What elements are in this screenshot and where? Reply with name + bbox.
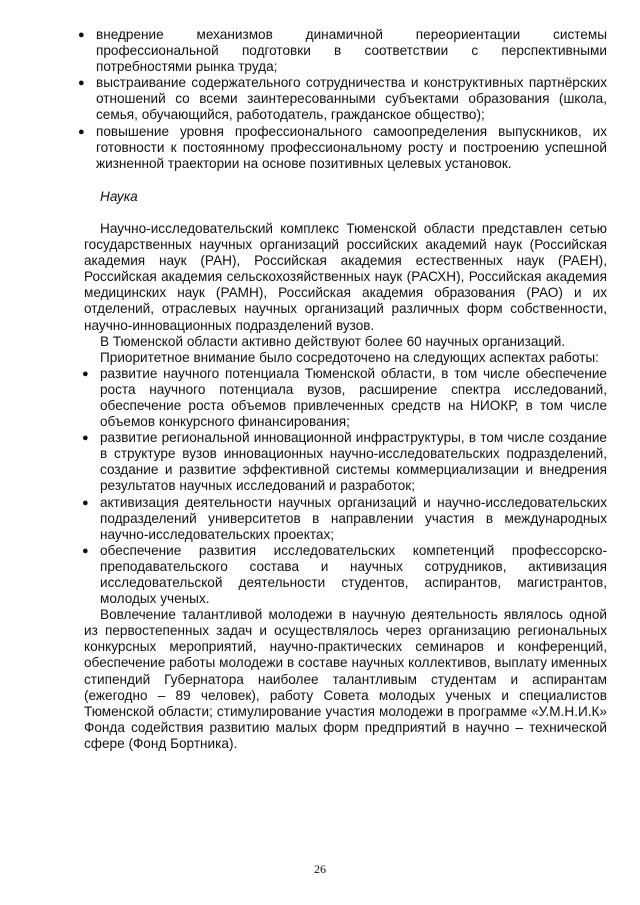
science-bullet-list (82, 365, 607, 607)
bullet-icon: ● (78, 77, 85, 90)
paragraph-organizations-count: В Тюменской области активно действуют более 60 научных организаций. (100, 333, 566, 349)
list-item-text: повышение уровня профессионального самоопределения выпускников, их готовности к постоянному профессиональному росту и построению успешной жизненной траектории на основе позитивных целевых установок. (96, 123, 607, 171)
list-item (82, 365, 607, 430)
science-section (84, 221, 607, 752)
goals-bullet-list (78, 27, 607, 172)
list-item-text: активизация деятельности научных организаций и научно-исследовательских подразделений университетов в направлении участия в международных научно-исследовательских проектах; (100, 494, 607, 542)
bullet-icon: ● (82, 496, 89, 509)
bullet-icon: ● (78, 125, 85, 138)
list-item (78, 27, 607, 75)
section-heading: Наука (100, 188, 138, 204)
bullet-icon: ● (82, 432, 89, 445)
list-item (78, 123, 607, 172)
list-item-text: внедрение механизмов динамичной переориентации системы профессиональной подготовки в соответствии с перспективными потребностями рынка труда; (96, 27, 607, 75)
bullet-icon: ● (82, 367, 89, 380)
document-page (78, 27, 607, 752)
paragraph-priority-aspects: Приоритетное внимание было сосредоточено на следующих аспектах работы: (100, 349, 599, 365)
bullet-icon: ● (82, 544, 89, 557)
bullet-icon: ● (78, 29, 85, 41)
list-item (82, 542, 607, 607)
paragraph-youth-involvement: Вовлечение талантливой молодежи в научную деятельность являлось одной из первостепенных задач и осуществлялось через организацию региональных конкурсных мероприятий, научно-практических семинаров и конференций, обеспечение работы молодежи в составе научных коллективов, выплату именных стипендий Губернатора наиболее талантливым студентам и аспирантам (ежегодно – 89 человек), работу Совета молодых ученых и специалистов Тюменской области; стимулирование участия молодежи в программе «У.М.Н.И.К» Фонда содействия развитию малых форм предприятий в научно – технической сфере (Фонд Бортника). (84, 607, 607, 751)
page-number: 26 (314, 862, 326, 876)
list-item (82, 430, 607, 494)
list-item-text: обеспечение развития исследовательских компетенций профессорско-преподавательского состава и научных сотрудников, активизация исследовательской деятельности студентов, аспирантов, магистрантов, молодых ученых. (100, 542, 607, 607)
list-item (78, 75, 607, 123)
list-item-text: выстраивание содержательного сотрудничества и конструктивных партнёрских отношений со всеми заинтересованными субъектами образования (школа, семья, обучающийся, работодатель, гражданское общество); (96, 75, 607, 123)
paragraph-research-complex: Научно-исследовательский комплекс Тюменской области представлен сетью государственных научных организаций российских академий наук (Российская академия наук (РАН), Российская академия естественных наук (РАЕН), Российская академия сельскохозяйственных наук (РАСХН), Российская академия медицинских наук (РАМН), Российская академия образования (РАО) и их отделений, отраслевых научных организаций различных форм собственности, научно-инновационных подразделений вузов. (84, 220, 607, 333)
list-item-text: развитие научного потенциала Тюменской области, в том числе обеспечение роста научного потенциала вузов, расширение спектра исследований, обеспечение роста объемов привлеченных средств на НИОКР, в том числе объемов конкурсного финансирования; (100, 365, 607, 430)
list-item (82, 494, 607, 543)
list-item-text: развитие региональной инновационной инфраструктуры, в том числе создание в структуре вузов инновационных научно-исследовательских подразделений, создание и развитие эффективной системы коммерциализации и внедрения результатов научных исследований и разработок; (100, 430, 607, 494)
